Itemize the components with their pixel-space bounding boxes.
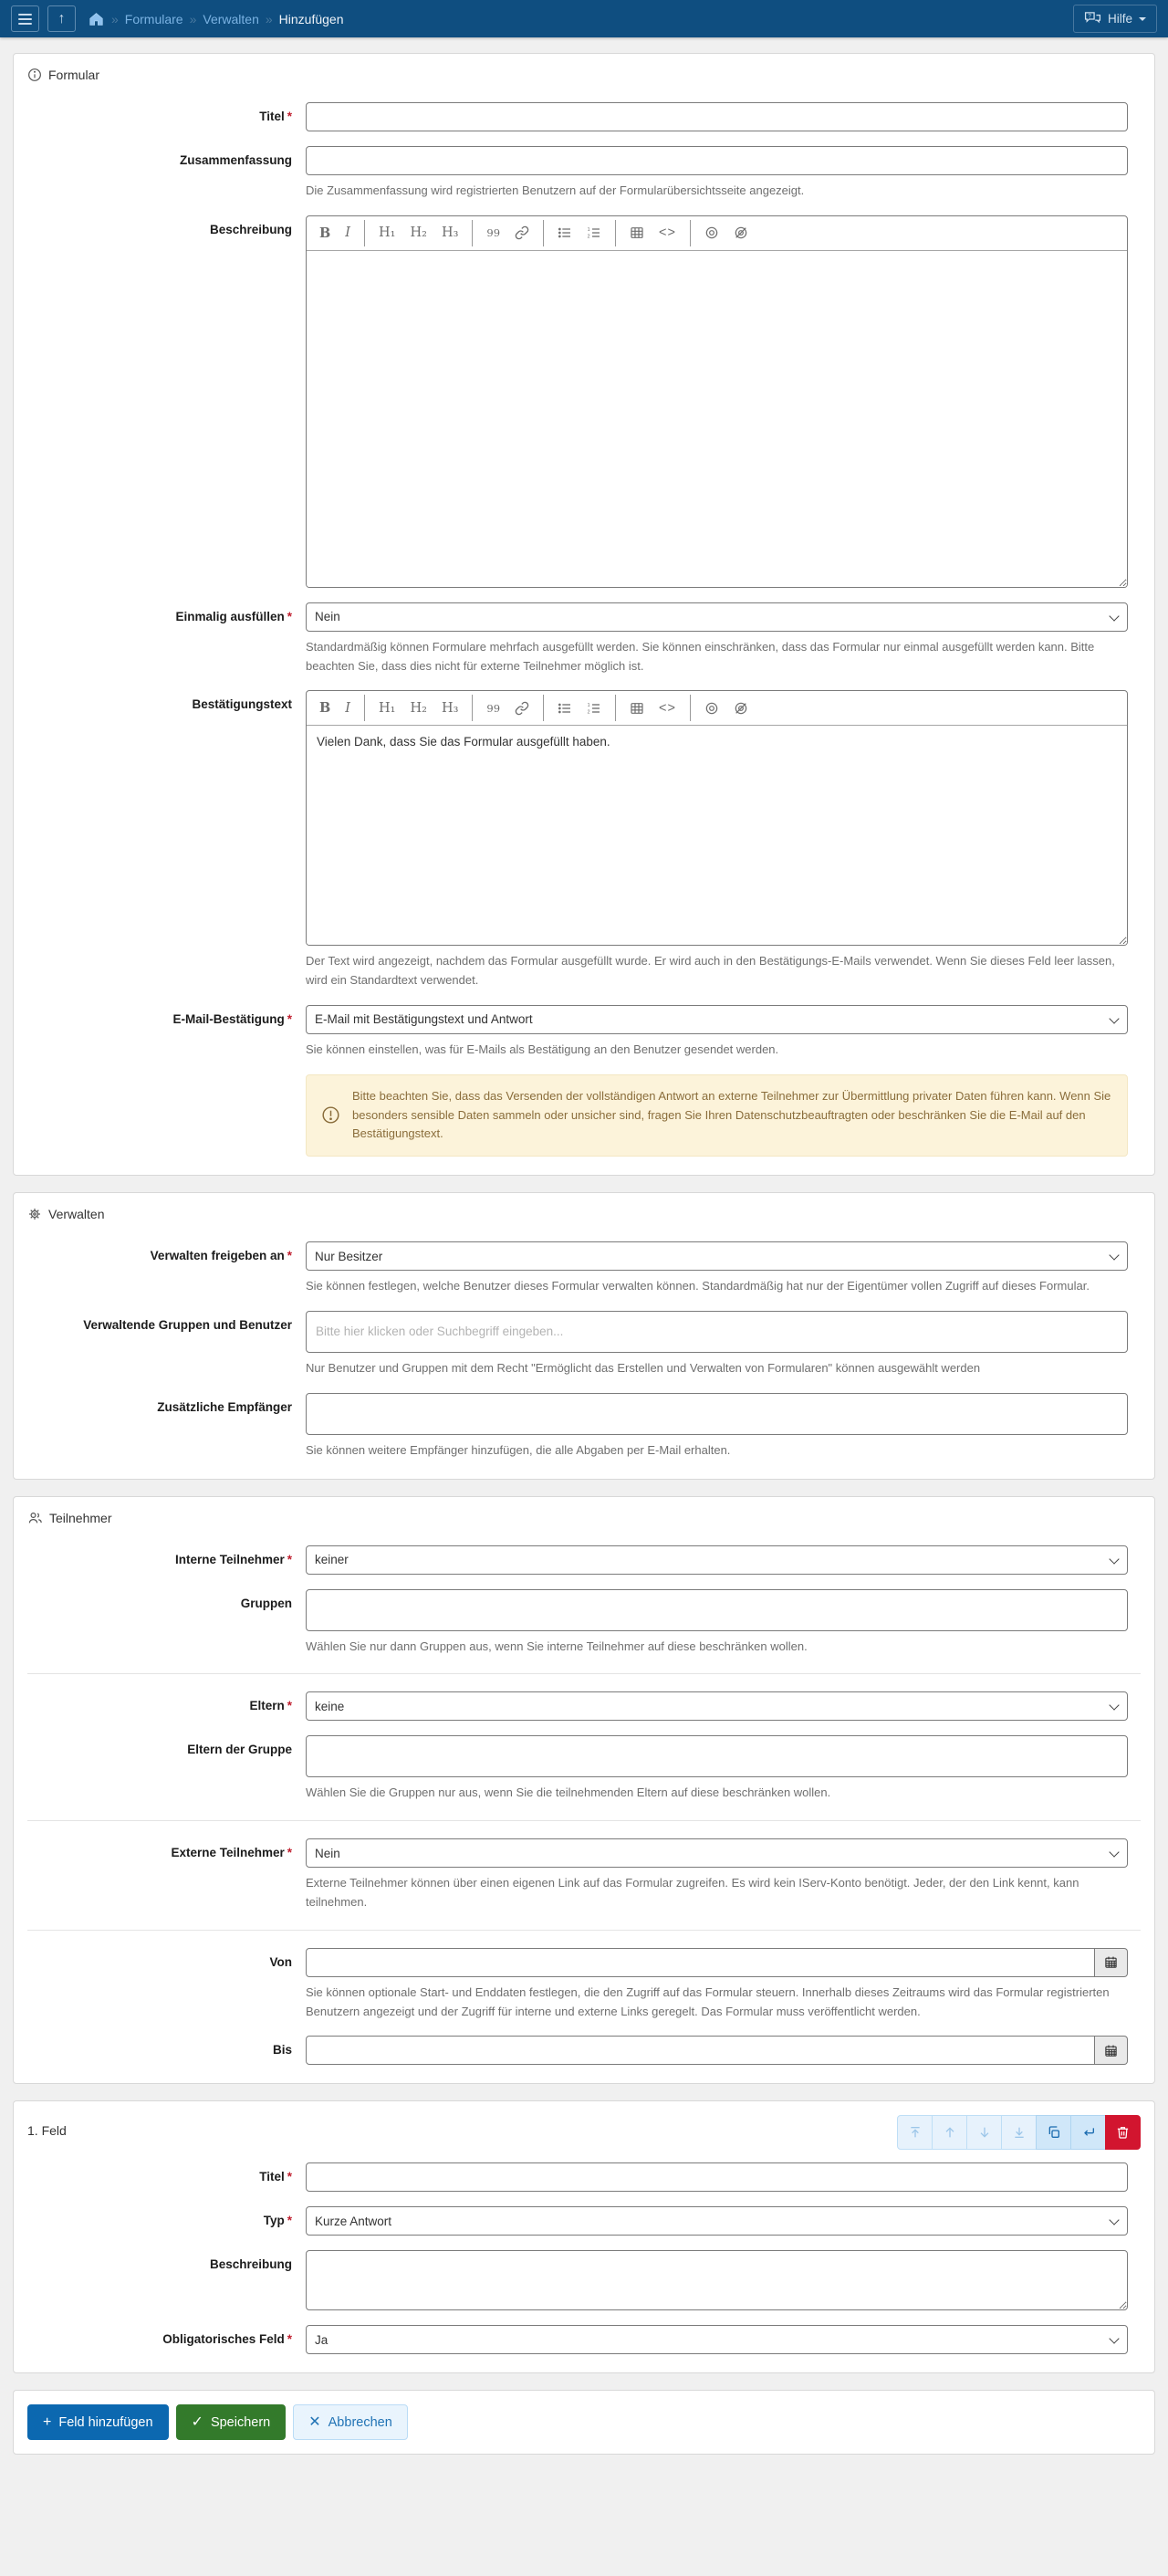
externe-select-wrap xyxy=(306,1838,1128,1868)
bis-input-group xyxy=(306,2036,1128,2065)
svg-text:2: 2 xyxy=(587,709,590,716)
cancel-label: Abbrechen xyxy=(328,2414,392,2430)
einmalig-select[interactable] xyxy=(306,602,1128,632)
einmalig-help: Standardmäßig können Formulare mehrfach ausgefüllt werden. Sie können einschränken, dass das Formular nur einmal ausgefüllt werden kann. Bitte beachten Sie, dass dies nicht für externe Teilnehmer möglich ist. xyxy=(306,639,1095,673)
bold-button[interactable]: B xyxy=(312,696,338,719)
help-chat-icon xyxy=(1084,10,1101,27)
italic-button[interactable]: I xyxy=(338,222,358,244)
unordered-list-button[interactable] xyxy=(550,697,579,719)
obligatorisch-select-wrap xyxy=(306,2325,1128,2354)
titel-label: Titel * xyxy=(259,110,292,123)
panel-title-text: 1. Feld xyxy=(27,2123,67,2139)
users-icon xyxy=(27,1511,43,1525)
beschreibung-textarea[interactable] xyxy=(307,251,1127,587)
empfaenger-help: Sie können weitere Empfänger hinzufügen, die alle Abgaben per E-Mail erhalten. xyxy=(306,1442,731,1457)
panel-teilnehmer xyxy=(13,1496,1155,2085)
move-down-icon xyxy=(977,2125,992,2140)
eltern-gruppe-input[interactable] xyxy=(306,1735,1128,1777)
move-to-top-button[interactable] xyxy=(897,2115,933,2150)
gruppen-label: Gruppen xyxy=(240,1596,292,1610)
svg-text:2: 2 xyxy=(587,234,590,240)
link-button[interactable] xyxy=(507,222,537,244)
panel-title-text: Teilnehmer xyxy=(49,1510,112,1525)
eltern-gruppe-label: Eltern der Gruppe xyxy=(187,1743,292,1757)
von-calendar-button[interactable] xyxy=(1095,1948,1128,1977)
feld-titel-input[interactable] xyxy=(306,2162,1128,2192)
bestaetigung-editor xyxy=(306,690,1128,946)
link-icon xyxy=(515,701,529,716)
ordered-list-icon xyxy=(587,225,601,240)
feld-titel-label: Titel * xyxy=(259,2170,292,2184)
add-field-label: Feld hinzufügen xyxy=(58,2414,153,2430)
einmalig-label: Einmalig ausfüllen * xyxy=(175,609,292,623)
verwaltende-gruppen-help: Nur Benutzer und Gruppen mit dem Recht "Ermöglicht das Erstellen und Verwalten von Formularen" können ausgewählt werden xyxy=(306,1360,981,1375)
obligatorisch-label: Obligatorisches Feld * xyxy=(162,2332,292,2347)
hide-preview-button[interactable] xyxy=(726,222,756,244)
duplicate-field-button[interactable] xyxy=(1036,2115,1071,2150)
verwaltende-gruppen-input[interactable] xyxy=(306,1311,1128,1353)
cancel-button[interactable] xyxy=(293,2404,408,2440)
bis-input[interactable] xyxy=(306,2036,1095,2065)
feld-beschreibung-label: Beschreibung xyxy=(209,2257,292,2272)
bestaetigung-label: Bestätigungstext xyxy=(192,697,292,712)
delete-field-button[interactable] xyxy=(1105,2115,1141,2150)
panel-teilnehmer-title xyxy=(27,1511,1141,1525)
externe-teilnehmer-help: Externe Teilnehmer können über einen eigenen Link auf das Formular zugreifen. Es wird kein IServ-Konto benötigt. Jeder, der den Link kennt, kann teilnehmen. xyxy=(306,1876,1079,1909)
section-divider xyxy=(27,1820,1141,1821)
heading3-button[interactable]: H₃ xyxy=(434,697,465,719)
unordered-list-icon xyxy=(558,701,572,716)
bestaetigung-help: Der Text wird angezeigt, nachdem das Formular ausgefüllt wurde. Er wird auch in den Bestätigungs-E-Mails verwendet. Wenn Sie dieses Feld leer lassen, wird ein Standardtext verwendet. xyxy=(306,954,1115,988)
move-to-top-icon xyxy=(908,2125,923,2140)
calendar-icon xyxy=(1104,2044,1118,2058)
table-button[interactable] xyxy=(622,222,652,244)
table-button[interactable] xyxy=(622,697,652,719)
von-label: Von xyxy=(269,1954,292,1969)
help-button[interactable] xyxy=(1073,5,1157,33)
move-down-button[interactable] xyxy=(966,2115,1002,2150)
move-to-bottom-icon xyxy=(1012,2125,1027,2140)
scroll-top-button[interactable] xyxy=(47,5,76,32)
preview-button[interactable] xyxy=(697,222,726,244)
arrow-up-icon: ↑ xyxy=(57,10,66,26)
section-divider xyxy=(27,1930,1141,1931)
bold-button[interactable]: B xyxy=(312,222,338,245)
gruppen-input[interactable] xyxy=(306,1589,1128,1631)
breadcrumb-current: Hinzufügen xyxy=(278,11,344,26)
gear-icon xyxy=(27,1207,42,1221)
preview-button[interactable] xyxy=(697,697,726,719)
preview-icon xyxy=(704,701,719,716)
editor-toolbar xyxy=(307,691,1127,726)
externe-teilnehmer-label: Externe Teilnehmer * xyxy=(171,1846,292,1860)
preview-icon xyxy=(704,225,719,240)
move-up-button[interactable] xyxy=(932,2115,967,2150)
breadcrumb-separator: » xyxy=(111,11,119,26)
zusammenfassung-input[interactable] xyxy=(306,146,1128,175)
ordered-list-icon xyxy=(587,701,601,716)
italic-button[interactable]: I xyxy=(338,697,358,719)
link-icon xyxy=(515,225,529,240)
gruppen-help: Wählen Sie nur dann Gruppen aus, wenn Sie interne Teilnehmer auf diese beschränken wollen. xyxy=(306,1639,808,1653)
heading1-button[interactable]: H₁ xyxy=(371,222,402,244)
quote-button[interactable]: 99 xyxy=(479,698,507,718)
x-icon: ✕ xyxy=(308,2414,321,2430)
footer-actions xyxy=(13,2390,1155,2455)
svg-text:?: ? xyxy=(1088,13,1091,20)
svg-text:1: 1 xyxy=(587,702,590,708)
titel-input[interactable] xyxy=(306,102,1128,131)
section-divider xyxy=(27,1673,1141,1674)
empfaenger-input[interactable] xyxy=(306,1393,1128,1435)
page-content xyxy=(0,37,1168,2455)
eltern-label: Eltern * xyxy=(249,1699,292,1713)
email-bestaetigung-help: Sie können einstellen, was für E-Mails als Bestätigung an den Benutzer gesendet werden. xyxy=(306,1042,779,1056)
hamburger-icon xyxy=(18,14,32,25)
externe-teilnehmer-select[interactable] xyxy=(306,1838,1128,1868)
home-icon[interactable] xyxy=(88,11,105,27)
feld-typ-select[interactable] xyxy=(306,2206,1128,2236)
beschreibung-editor xyxy=(306,215,1128,588)
heading2-button[interactable]: H₂ xyxy=(402,697,433,719)
breadcrumb-link-formulare[interactable]: Formulare xyxy=(124,11,183,26)
beschreibung-label: Beschreibung xyxy=(209,222,292,236)
einmalig-select-wrap xyxy=(306,602,1128,632)
eltern-select-wrap xyxy=(306,1691,1128,1721)
hide-preview-button[interactable] xyxy=(726,697,756,719)
breadcrumb-separator: » xyxy=(265,11,273,26)
bestaetigung-textarea[interactable] xyxy=(307,726,1127,945)
eltern-gruppe-help: Wählen Sie die Gruppen nur aus, wenn Sie die teilnehmenden Eltern auf diese beschränken wollen. xyxy=(306,1785,831,1800)
bis-calendar-button[interactable] xyxy=(1095,2036,1128,2065)
move-to-bottom-button[interactable] xyxy=(1001,2115,1037,2150)
code-button[interactable]: <> xyxy=(652,697,683,719)
panel-title-text: Verwalten xyxy=(48,1207,105,1222)
hide-preview-icon xyxy=(734,701,748,716)
heading1-button[interactable]: H₁ xyxy=(371,697,402,719)
verwaltende-gruppen-label: Verwaltende Gruppen und Benutzer xyxy=(83,1317,292,1332)
plus-icon: + xyxy=(43,2414,52,2430)
von-input-group xyxy=(306,1948,1128,1977)
chevron-down-icon xyxy=(1139,17,1146,21)
code-button[interactable]: <> xyxy=(652,222,683,244)
insert-field-after-button[interactable] xyxy=(1070,2115,1106,2150)
privacy-warning-alert xyxy=(306,1074,1128,1157)
info-icon xyxy=(27,68,42,82)
panel-verwalten xyxy=(13,1192,1155,1479)
unordered-list-icon xyxy=(558,225,572,240)
add-field-button[interactable] xyxy=(27,2404,169,2440)
freigeben-help: Sie können festlegen, welche Benutzer dieses Formular verwalten können. Standardmäßig hat nur der Eigentümer vollen Zugriff auf dieses Formular. xyxy=(306,1279,1090,1293)
freigeben-label: Verwalten freigeben an * xyxy=(150,1249,292,1263)
email-select-wrap xyxy=(306,1005,1128,1034)
email-bestaetigung-select[interactable] xyxy=(306,1005,1128,1034)
panel-formular-title xyxy=(27,68,1141,82)
save-label: Speichern xyxy=(210,2414,271,2430)
panel-verwalten-title xyxy=(27,1207,1141,1221)
menu-button[interactable] xyxy=(11,5,39,32)
breadcrumb-link-verwalten[interactable]: Verwalten xyxy=(203,11,259,26)
top-navbar xyxy=(0,0,1168,37)
zusammenfassung-help: Die Zusammenfassung wird registrierten Benutzern auf der Formularübersichtsseite angezeigt. xyxy=(306,183,805,197)
freigeben-select-wrap xyxy=(306,1241,1128,1271)
quote-button[interactable]: 99 xyxy=(479,223,507,243)
ordered-list-button[interactable] xyxy=(579,697,609,719)
panel-title-text: Formular xyxy=(48,68,100,82)
feld-beschreibung-textarea[interactable] xyxy=(306,2250,1128,2310)
bis-label: Bis xyxy=(272,2043,292,2058)
field-toolbar xyxy=(897,2115,1141,2150)
table-icon xyxy=(630,225,644,240)
calendar-icon xyxy=(1104,1955,1118,1969)
duplicate-icon xyxy=(1047,2125,1061,2140)
insert-after-icon xyxy=(1081,2125,1096,2140)
warning-icon xyxy=(321,1105,340,1125)
breadcrumb-separator: » xyxy=(189,11,197,26)
interne-select-wrap xyxy=(306,1545,1128,1575)
eltern-select[interactable] xyxy=(306,1691,1128,1721)
hide-preview-icon xyxy=(734,225,748,240)
unordered-list-button[interactable] xyxy=(550,222,579,244)
panel-feld-1 xyxy=(13,2100,1155,2373)
link-button[interactable] xyxy=(507,697,537,719)
help-label: Hilfe xyxy=(1107,12,1132,26)
interne-teilnehmer-select[interactable] xyxy=(306,1545,1128,1575)
feld-typ-label: Typ * xyxy=(263,2214,292,2228)
breadcrumb xyxy=(88,11,344,27)
table-icon xyxy=(630,701,644,716)
move-up-icon xyxy=(943,2125,957,2140)
email-bestaetigung-label: E-Mail-Bestätigung * xyxy=(172,1011,292,1026)
panel-formular xyxy=(13,53,1155,1176)
heading3-button[interactable]: H₃ xyxy=(434,222,465,244)
editor-toolbar xyxy=(307,216,1127,251)
trash-icon xyxy=(1116,2125,1130,2140)
interne-teilnehmer-label: Interne Teilnehmer * xyxy=(174,1552,292,1566)
feld-typ-select-wrap xyxy=(306,2206,1128,2236)
warning-text: Bitte beachten Sie, dass das Versenden der vollständigen Antwort an externe Teilnehmer zur Übermittlung privater Daten führen kann. Wenn Sie besonders sensible Daten sammeln oder unsicher sind, fragen Sie Ihren Datenschutzbeauftragten oder beschränken Sie die E-Mail auf den Bestätigungstext. xyxy=(352,1088,1111,1141)
von-help: Sie können optionale Start- und Enddaten festlegen, die den Zugriff auf das Formular steuern. Innerhalb dieses Zeitraums wird das Formular registrierten Benutzern angezeigt und der Zugriff für interne und externe Links geregelt. Das Formular muss veröffentlicht werden. xyxy=(306,1984,1110,2018)
save-button[interactable] xyxy=(176,2404,287,2440)
von-input[interactable] xyxy=(306,1948,1095,1977)
freigeben-select[interactable] xyxy=(306,1241,1128,1271)
empfaenger-label: Zusätzliche Empfänger xyxy=(157,1399,292,1414)
ordered-list-button[interactable] xyxy=(579,222,609,244)
check-icon: ✓ xyxy=(191,2414,203,2430)
heading2-button[interactable]: H₂ xyxy=(402,222,433,244)
zusammenfassung-label: Zusammenfassung xyxy=(179,153,292,167)
obligatorisch-select[interactable] xyxy=(306,2325,1128,2354)
svg-text:1: 1 xyxy=(587,227,590,234)
panel-feld-title xyxy=(27,2115,67,2138)
